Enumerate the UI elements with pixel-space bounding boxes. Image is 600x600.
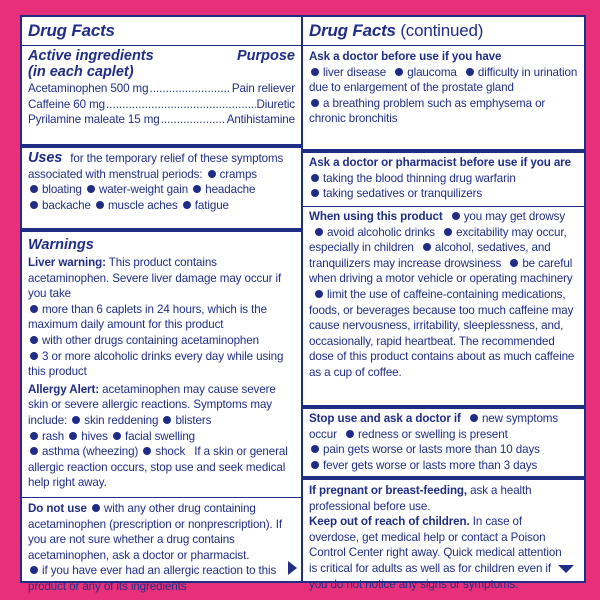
uses-title: Uses: [28, 150, 63, 166]
allergy-alert-text: acetaminophen may cause severe skin or severe allergic reactions. Symptoms may include:: [28, 382, 276, 427]
stop-use-section: [303, 405, 584, 477]
active-ingredients-header: Active ingredients: [28, 48, 154, 64]
bullet-icon: [311, 99, 319, 107]
liver-item: more than 6 caplets in 24 hours, which is the maximum daily amount for this product: [28, 302, 267, 332]
continue-down-arrow-icon: [558, 565, 574, 573]
allergy-item: blisters: [175, 413, 212, 427]
bullet-icon: [30, 336, 38, 344]
uses-item: backache: [42, 198, 91, 212]
when-using-item: limit the use of caffeine-containing medications, foods, or beverages because too much caffeine may cause nervousness, irritability, sleeplessness, and, occasionally, rapid heartbeat. The recommended dose of this product contains about as much caffeine as a cup of coffee.: [309, 287, 575, 379]
bullet-icon: [30, 432, 38, 440]
uses-item: water-weight gain: [98, 183, 189, 197]
bullet-icon: [311, 174, 319, 182]
bullet-icon: [96, 201, 104, 209]
when-using-item: avoid alcoholic drinks: [327, 225, 435, 239]
pregnancy-text: ask a health professional before use.: [309, 484, 532, 513]
when-using-section: [303, 206, 584, 406]
bullet-icon: [510, 259, 518, 267]
bullet-icon: [69, 432, 77, 440]
bullet-icon: [87, 185, 95, 193]
ingredient-name: Pyrilamine maleate 15 mg: [28, 113, 160, 127]
drug-facts-panel: [20, 15, 586, 593]
bullet-icon: [30, 566, 38, 574]
uses-item: fatigue: [194, 198, 229, 212]
ask-doctor-item: glaucoma: [407, 65, 457, 79]
bullet-icon: [113, 432, 121, 440]
ask-pharmacist-section: [303, 149, 584, 207]
warnings-title: Warnings: [28, 237, 94, 253]
allergy-item: facial swelling: [124, 429, 196, 443]
right-title-continued: (continued): [400, 21, 484, 40]
bullet-icon: [423, 243, 431, 251]
purpose-header: Purpose: [236, 48, 295, 64]
allergy-item: rash: [42, 429, 65, 443]
bullet-icon: [315, 228, 323, 236]
bullet-icon: [311, 68, 319, 76]
bullet-icon: [92, 504, 100, 512]
ask-pharmacist-title: Ask a doctor or pharmacist before use if you are: [309, 156, 571, 169]
bullet-icon: [30, 447, 38, 455]
bullet-icon: [30, 185, 38, 193]
bullet-icon: [30, 305, 38, 313]
bullet-icon: [183, 201, 191, 209]
left-column: [22, 17, 303, 593]
when-using-item: be careful when driving a motor vehicle or operating machinery: [309, 256, 573, 286]
right-title: Drug Facts: [309, 21, 396, 40]
bullet-icon: [315, 290, 323, 298]
when-using-item: you may get drowsy: [463, 210, 566, 223]
liver-item: 3 or more alcoholic drinks every day while using this product: [28, 349, 284, 379]
bullet-icon: [311, 461, 319, 469]
continue-right-arrow-icon: [288, 561, 297, 575]
bullet-icon: [163, 416, 171, 424]
bullet-icon: [395, 68, 403, 76]
left-title: Drug Facts: [28, 21, 115, 40]
allergy-alert-label: Allergy Alert:: [28, 382, 99, 396]
ingredient-row: [28, 112, 295, 128]
ingredient-purpose: Diuretic: [256, 97, 295, 111]
bullet-icon: [30, 352, 38, 360]
do-not-use-section: [22, 497, 301, 593]
uses-item: muscle aches: [107, 198, 178, 212]
ask-doctor-item: liver disease: [323, 65, 387, 79]
uses-section: [22, 144, 301, 228]
uses-intro: for the temporary relief of these symptoms associated with menstrual periods:: [28, 152, 284, 181]
liver-item: with other drugs containing acetaminophen: [42, 333, 259, 347]
bullet-icon: [346, 430, 354, 438]
stop-use-item: fever gets worse or lasts more than 3 days: [323, 458, 538, 472]
bullet-icon: [452, 212, 460, 220]
allergy-item: asthma (wheezing): [42, 445, 139, 459]
ask-pharmacist-item: taking sedatives or tranquilizers: [323, 187, 483, 201]
when-using-item: excitability may occur, especially in children: [309, 225, 567, 255]
ask-pharmacist-item: taking the blood thinning drug warfarin: [323, 171, 516, 185]
pregnancy-label: If pregnant or breast-feeding,: [309, 484, 468, 497]
keep-out-label: Keep out of reach of children.: [309, 515, 470, 529]
ingredient-purpose: Pain reliever: [231, 82, 295, 95]
ingredient-purpose: Antihistamine: [226, 113, 295, 127]
do-not-use-text: with any other drug containing acetaminophen (prescription or nonprescription). If you are not sure whether a drug contains acetaminophen, ask a doctor or pharmacist.: [28, 502, 282, 562]
active-ingredients-subheader: (in each caplet): [28, 64, 134, 80]
stop-use-item: new symptoms occur: [309, 412, 559, 441]
stop-use-label: Stop use and ask a doctor if: [309, 412, 461, 425]
uses-item: headache: [205, 183, 256, 197]
bullet-icon: [193, 185, 201, 193]
stop-use-item: redness or swelling is present: [357, 427, 508, 441]
allergy-item: skin reddening: [84, 413, 159, 427]
do-not-use-label: Do not use: [28, 502, 87, 515]
ask-doctor-item: difficulty in urination due to enlargement of the prostate gland: [309, 65, 578, 95]
bullet-icon: [466, 68, 474, 76]
ask-doctor-section: [303, 45, 584, 150]
bullet-icon: [30, 201, 38, 209]
pregnancy-keep-out-section: [303, 476, 584, 591]
bullet-icon: [470, 414, 478, 422]
ingredient-row: [28, 97, 295, 113]
liver-warning-label: Liver warning:: [28, 256, 106, 269]
ingredient-row: [28, 81, 295, 97]
bullet-icon: [208, 170, 216, 178]
when-using-item: alcohol, sedatives, and tranquilizers may increase drowsiness: [309, 241, 551, 270]
bullet-icon: [311, 445, 319, 453]
warnings-section: [22, 228, 301, 498]
uses-item: bloating: [42, 183, 82, 197]
right-title-section: [303, 21, 584, 41]
uses-item: cramps: [219, 167, 258, 181]
bullet-icon: [143, 447, 151, 455]
bullet-icon: [72, 416, 80, 424]
bullet-icon: [311, 189, 319, 197]
do-not-use-item: if you have ever had an allergic reaction to this product or any of its ingredients: [28, 564, 277, 593]
ingredient-name: Acetaminophen 500 mg: [28, 82, 149, 95]
allergy-item: shock: [155, 445, 186, 459]
ask-doctor-title: Ask a doctor before use if you have: [309, 50, 502, 63]
left-title-section: [22, 21, 301, 41]
ingredient-name: Caffeine 60 mg: [28, 97, 106, 111]
liver-warning-text: This product contains acetaminophen. Severe liver damage may occur if you take: [28, 256, 282, 301]
keep-out-text: In case of overdose, get medical help or contact a Poison Control Center right away. Quick medical attention is critical for adults as well as for children even if you do not notice any signs or symptoms.: [309, 515, 562, 591]
active-ingredients-section: [22, 45, 301, 145]
when-using-label: When using this product: [309, 210, 443, 223]
stop-use-item: pain gets worse or lasts more than 10 days: [323, 443, 540, 457]
ask-doctor-item: a breathing problem such as emphysema or chronic bronchitis: [309, 96, 546, 126]
right-column: [303, 17, 584, 591]
allergy-item: hives: [81, 429, 108, 443]
allergy-after-text: If a skin or general allergic reaction occurs, stop use and seek medical help right away.: [28, 445, 288, 490]
bullet-icon: [444, 228, 452, 236]
